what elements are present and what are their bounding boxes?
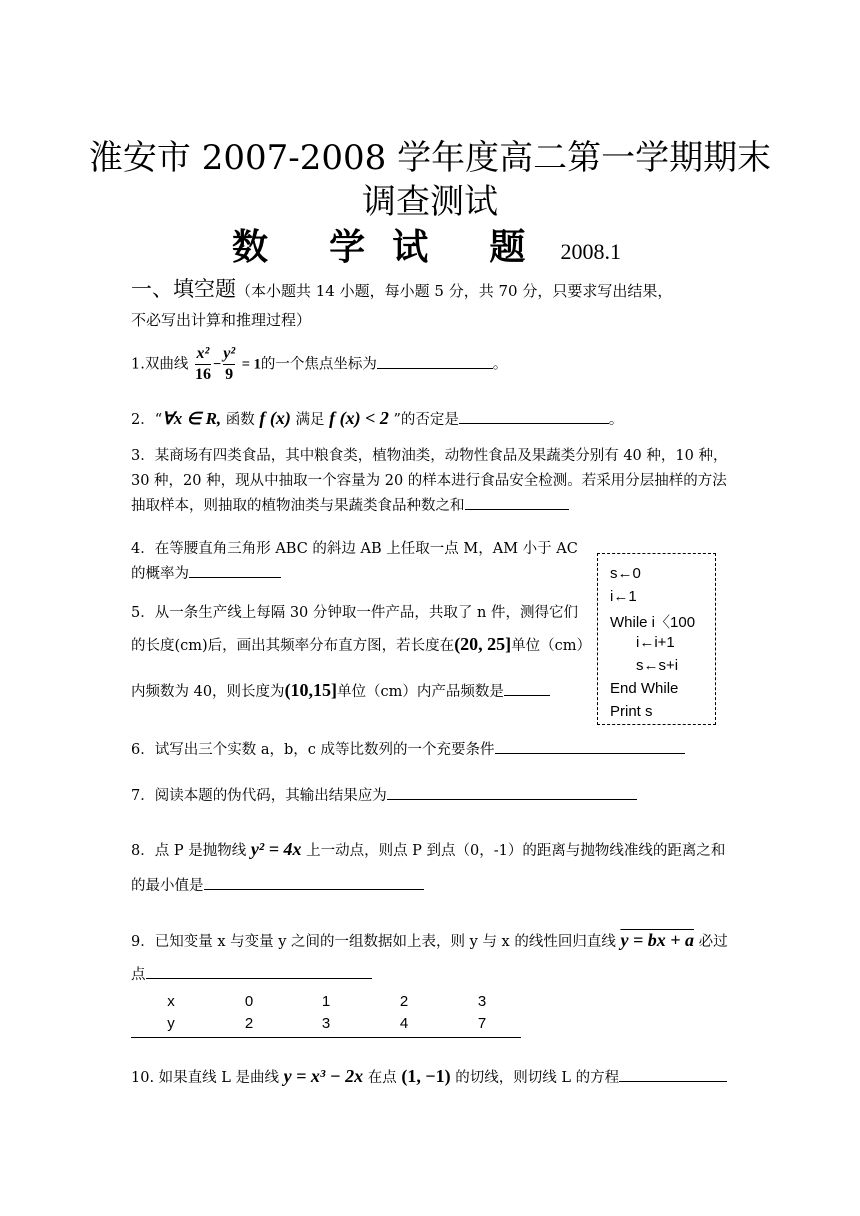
table-cell: 0	[244, 993, 254, 1010]
code-line-1: s←0	[610, 565, 641, 582]
question-10	[131, 1066, 727, 1087]
table-cell: 4	[399, 1015, 409, 1032]
q9-suffix: 必过	[693, 934, 728, 950]
q2-prefix: 2．“	[131, 412, 163, 428]
q2-mid-3: ”的否定是	[388, 412, 459, 428]
subject-char-1: 数	[232, 227, 269, 268]
q1-prefix: 1.双曲线	[131, 356, 189, 373]
q10-expr-2: (1, −1)	[401, 1066, 451, 1086]
q5-answer-blank[interactable]	[504, 681, 550, 696]
q5-line-2-a: 的长度(cm)后，画出其频率分布直方图，若长度在	[131, 638, 455, 654]
q2-answer-blank[interactable]	[459, 409, 609, 424]
question-2	[131, 408, 623, 429]
code-line-7: Print s	[610, 703, 653, 720]
question-5-line-2	[131, 634, 591, 655]
q10-mid: 在点	[363, 1070, 402, 1086]
q8-line-2-text: 的最小值是	[131, 878, 204, 894]
q4-answer-blank[interactable]	[189, 563, 281, 578]
q2-expr-3: f (x) < 2	[329, 408, 389, 428]
table-cell: 3	[321, 1015, 331, 1032]
q9-line-2-text: 点	[131, 967, 146, 983]
table-cell: x	[167, 993, 175, 1010]
q9-prefix: 9．已知变量 x 与变量 y 之间的一组数据如上表，则 y 与 x 的线性回归直线	[131, 934, 621, 950]
question-3-line-3	[131, 494, 569, 515]
title-line-2: 调查测试	[362, 182, 498, 222]
q5-interval-2: (10,15]	[284, 680, 338, 700]
table-cell: 7	[477, 1015, 487, 1032]
code-line-4: i←i+1	[636, 634, 675, 651]
q1-fraction-1: $\frac{\text{x²}}{16}$	[194, 345, 211, 383]
question-8-line-2	[131, 874, 424, 895]
q9-answer-blank[interactable]	[146, 964, 372, 979]
q6-answer-blank[interactable]	[495, 739, 685, 754]
table-cell: 1	[321, 993, 331, 1010]
q3-line-3-text: 抽取样本，则抽取的植物油类与果蔬类食品种数之和	[131, 498, 465, 514]
q10-prefix: 10. 如果直线 L 是曲线	[131, 1070, 284, 1086]
q3-answer-blank[interactable]	[465, 495, 569, 510]
question-3-line-2: 30 种，20 种，现从中抽取一个容量为 20 的样本进行食品安全检测。若采用分层抽样的方法	[131, 473, 727, 489]
q1-answer-blank[interactable]	[377, 354, 493, 369]
section-note-1: （本小题共 14 小题，每小题 5 分，共 70 分，只要求写出结果，	[236, 282, 673, 300]
q7-answer-blank[interactable]	[387, 785, 637, 800]
question-7	[131, 784, 637, 805]
subject-heading	[232, 219, 621, 270]
table-cell: 2	[244, 1015, 254, 1032]
q4-line-2-text: 的概率为	[131, 566, 189, 582]
subject-char-2: 学	[329, 227, 366, 268]
table-row-x	[131, 993, 521, 1015]
question-4-line-1: 4．在等腰直角三角形 ABC 的斜边 AB 上任取一点 M，AM 小于 AC	[131, 541, 578, 557]
q2-expr-2: f (x)	[259, 408, 291, 428]
table-cell: 2	[399, 993, 409, 1010]
q2-mid-2: 满足	[290, 412, 330, 428]
table-cell: 3	[477, 993, 487, 1010]
q5-line-3-a: 内频数为 40，则长度为	[131, 684, 285, 700]
q5-interval-1: (20, 25]	[454, 634, 512, 654]
question-6	[131, 738, 685, 759]
q1-equals: = 1	[241, 356, 261, 373]
pseudocode-box	[597, 553, 716, 725]
table-cell: y	[167, 1015, 175, 1032]
q8-expr: y² = 4x	[250, 839, 302, 859]
question-8-line-1	[131, 839, 725, 860]
q8-prefix: 8．点 P 是抛物线	[131, 843, 251, 859]
q6-text: 6．试写出三个实数 a，b，c 成等比数列的一个充要条件	[131, 742, 495, 758]
subject-char-3: 试	[392, 227, 429, 268]
q7-text: 7．阅读本题的伪代码，其输出结果应为	[131, 788, 387, 804]
question-4-line-2	[131, 562, 281, 583]
section-title: 一、填空题	[131, 277, 236, 301]
table-row-y	[131, 1015, 521, 1037]
q10-answer-blank[interactable]	[619, 1067, 727, 1082]
q10-expr-1: y = x³ − 2x	[283, 1066, 364, 1086]
question-1: 1.双曲线 $\frac{\text{x²}}{16}$ − $\frac{\text{y²}}{9}$ = 1的一个焦点坐标为 。	[131, 345, 508, 383]
q8-answer-blank[interactable]	[204, 875, 424, 890]
q10-suffix: 的切线，则切线 L 的方程	[450, 1070, 620, 1086]
table-bottom-rule	[131, 1037, 521, 1038]
question-3-line-1: 3．某商场有四类食品，其中粮食类，植物油类，动物性食品及果蔬类分别有 40 种，10 种，	[131, 448, 728, 464]
q1-fraction-2: $\frac{\text{y²}}{9}$	[223, 345, 236, 383]
title-line-1: 淮安市 2007-2008 学年度高二第一学期期末	[88, 138, 772, 178]
q2-mid-1: 函数	[221, 412, 260, 428]
data-table	[131, 993, 521, 1037]
q1-end: 。	[492, 356, 508, 373]
q8-suffix: 上一动点，则点 P 到点（0，-1）的距离与抛物线准线的距离之和	[301, 843, 726, 859]
subject-char-4: 题	[489, 227, 526, 268]
question-9-line-2	[131, 963, 372, 984]
exam-date: 2008.1	[560, 239, 621, 264]
code-line-6: End While	[610, 680, 679, 697]
section-heading	[131, 273, 672, 303]
q5-line-2-b: 单位（cm）	[511, 638, 592, 654]
code-line-3: While i〈100	[610, 614, 696, 631]
code-line-2: i←1	[610, 588, 637, 605]
code-line-5: s←s+i	[636, 657, 679, 674]
q9-expr: y = bx + a	[620, 930, 694, 950]
q2-expr-1: ∀x ∈ R,	[162, 409, 222, 428]
q5-line-3-b: 单位（cm）内产品频数是	[337, 684, 504, 700]
q2-end: 。	[608, 412, 624, 428]
question-9-line-1	[131, 930, 728, 951]
question-5-line-1: 5．从一条生产线上每隔 30 分钟取一件产品，共取了 n 件，测得它们	[131, 605, 578, 621]
question-5-line-3	[131, 680, 550, 701]
section-note-2: 不必写出计算和推理过程）	[131, 311, 312, 329]
q1-suffix: 的一个焦点坐标为	[260, 356, 377, 373]
